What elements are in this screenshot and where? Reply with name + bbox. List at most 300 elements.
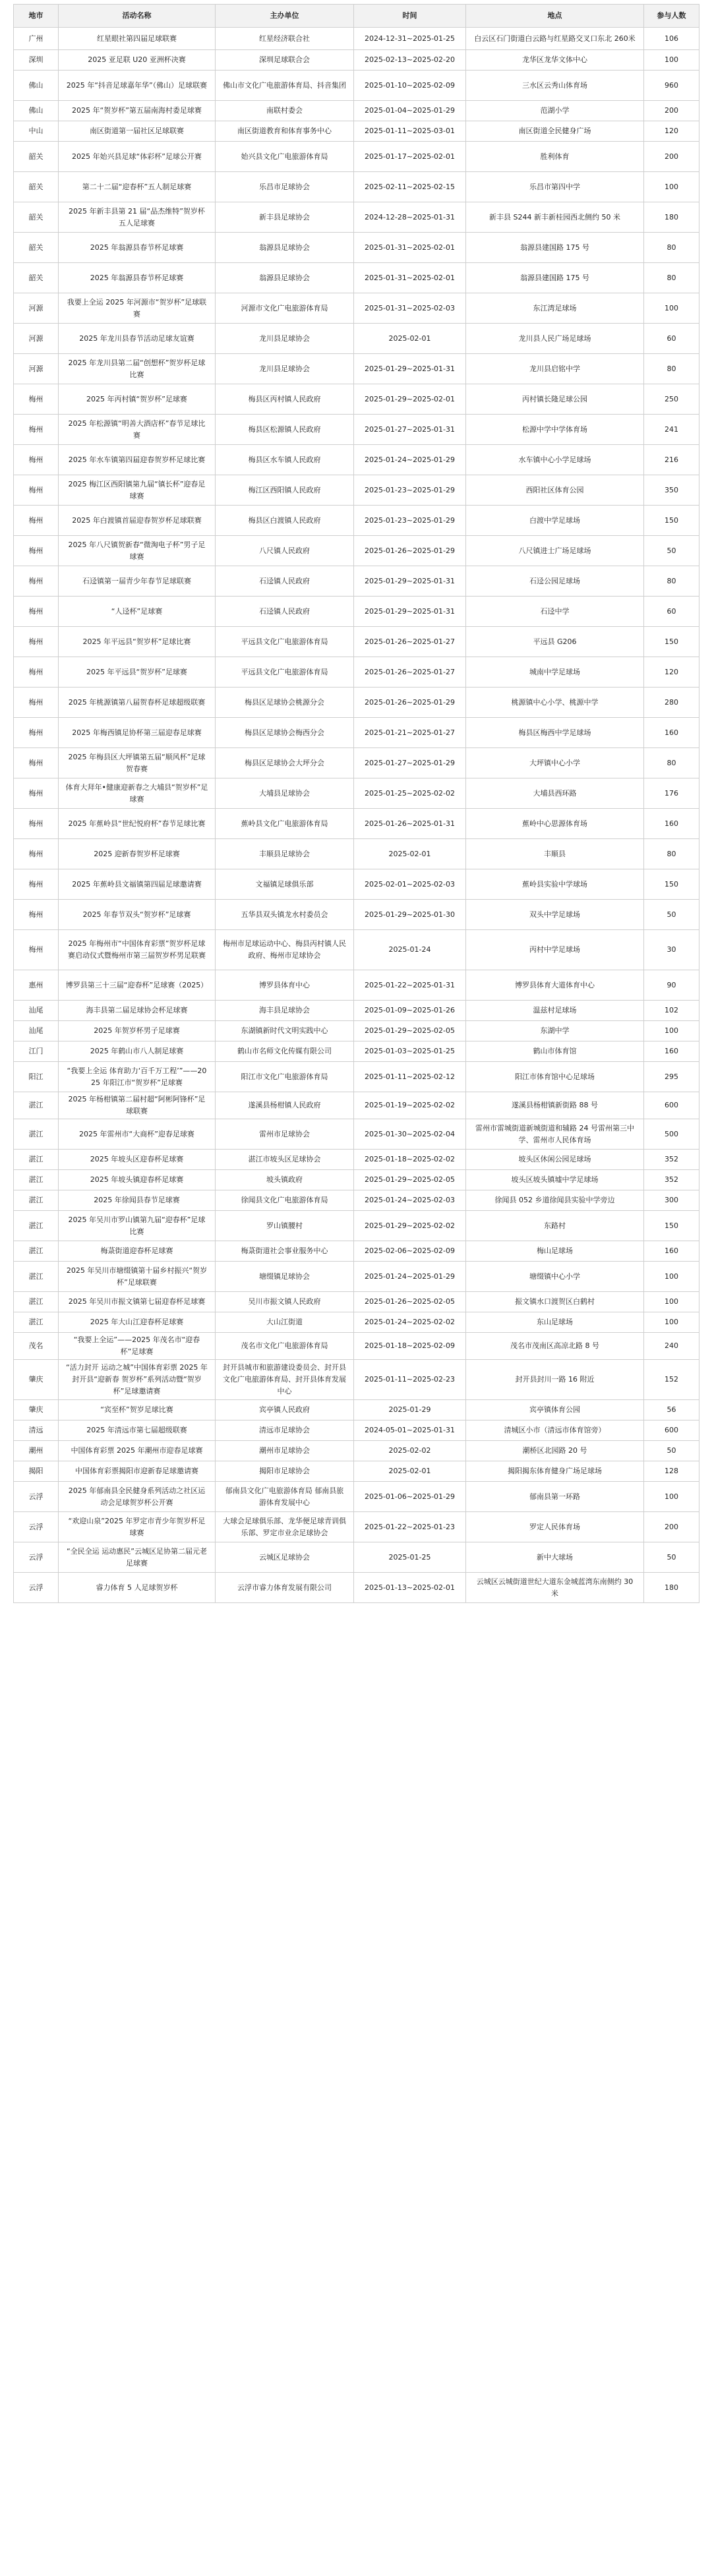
cell-time: 2025-02-01~2025-02-03 — [354, 869, 466, 900]
cell-time: 2025-01-29~2025-02-05 — [354, 1021, 466, 1041]
cell-location: 坡头区坡头镇墟中学足球场 — [466, 1170, 644, 1190]
cell-city: 韶关 — [14, 263, 59, 293]
table-row — [14, 354, 699, 384]
cell-time: 2025-02-11~2025-02-15 — [354, 172, 466, 202]
cell-city: 惠州 — [14, 970, 59, 1001]
cell-time: 2025-01-24~2025-02-02 — [354, 1312, 466, 1333]
cell-participants: 102 — [644, 1001, 699, 1021]
table-row — [14, 50, 699, 71]
cell-city: 梅州 — [14, 475, 59, 506]
cell-location: 宾亭镇体育公园 — [466, 1400, 644, 1420]
table-row — [14, 627, 699, 657]
cell-organizer: 大球会足球俱乐部、龙华便足球青训俱乐部、罗定市业余足球协会 — [216, 1512, 354, 1542]
cell-participants: 160 — [644, 718, 699, 748]
cell-participants: 295 — [644, 1062, 699, 1092]
cell-time: 2025-01-06~2025-01-29 — [354, 1482, 466, 1512]
table-row — [14, 1333, 699, 1360]
cell-location: 东江湾足球场 — [466, 293, 644, 324]
cell-time: 2025-01-19~2025-02-02 — [354, 1092, 466, 1119]
table-row — [14, 1001, 699, 1021]
cell-organizer: 云浮市睿力体育发展有限公司 — [216, 1573, 354, 1603]
cell-participants: 160 — [644, 1041, 699, 1062]
cell-time: 2025-01-31~2025-02-01 — [354, 263, 466, 293]
cell-participants: 600 — [644, 1092, 699, 1119]
cell-city: 揭阳 — [14, 1461, 59, 1482]
table-row — [14, 1441, 699, 1461]
cell-city: 广州 — [14, 28, 59, 50]
cell-city: 梅州 — [14, 627, 59, 657]
cell-city: 云浮 — [14, 1512, 59, 1542]
cell-location: 揭阳揭东体育健身广场足球场 — [466, 1461, 644, 1482]
cell-event-name: 2025 年“抖音足球嘉年华”（佛山）足球联赛 — [59, 71, 216, 101]
cell-participants: 100 — [644, 1312, 699, 1333]
cell-time: 2025-01-18~2025-02-02 — [354, 1150, 466, 1170]
cell-event-name: “欢迎山泉”2025 年罗定市青少年贺岁杯足球赛 — [59, 1512, 216, 1542]
cell-event-name: “全民全运 运动惠民”云城区足协第二届元老足球赛 — [59, 1542, 216, 1573]
cell-organizer: 揭阳市足球协会 — [216, 1461, 354, 1482]
table-row — [14, 1190, 699, 1211]
cell-event-name: 2025 年松源镇“明善大酒店杯”春节足球比赛 — [59, 415, 216, 445]
cell-location: 温兹村足球场 — [466, 1001, 644, 1021]
cell-participants: 960 — [644, 71, 699, 101]
cell-organizer: 阳江市文化广电旅游体育局 — [216, 1062, 354, 1092]
cell-organizer: 海丰县足球协会 — [216, 1001, 354, 1021]
cell-city: 湛江 — [14, 1119, 59, 1150]
cell-event-name: 2025 年水车镇第四届迎春贺岁杯足球比赛 — [59, 445, 216, 475]
cell-event-name: 2025 年春节双头“贺岁杯”足球赛 — [59, 900, 216, 930]
cell-event-name: 海丰县第二届足球协会杯足球赛 — [59, 1001, 216, 1021]
cell-city: 佛山 — [14, 71, 59, 101]
table-row — [14, 1482, 699, 1512]
cell-location: 南区街道全民健身广场 — [466, 121, 644, 142]
cell-location: 翁源县建国路 175 号 — [466, 263, 644, 293]
cell-organizer: 封开县城市和旅游建设委员会、封开县文化广电旅游体育局、封开县体育发展中心 — [216, 1360, 354, 1400]
cell-location: 西阳社区体育公园 — [466, 475, 644, 506]
table-row — [14, 1170, 699, 1190]
cell-event-name: “人迳杯”足球赛 — [59, 597, 216, 627]
table-row — [14, 1461, 699, 1482]
cell-event-name: “我要上全运 体育助力‘百千万工程’”——2025 年阳江市“贺岁杯”足球赛 — [59, 1062, 216, 1092]
cell-participants: 56 — [644, 1400, 699, 1420]
cell-location: 阳江市体育馆中心足球场 — [466, 1062, 644, 1092]
cell-city: 湛江 — [14, 1170, 59, 1190]
table-row — [14, 233, 699, 263]
table-row — [14, 1542, 699, 1573]
cell-time: 2025-02-01 — [354, 839, 466, 869]
cell-city: 阳江 — [14, 1062, 59, 1092]
cell-time: 2025-01-13~2025-02-01 — [354, 1573, 466, 1603]
cell-participants: 50 — [644, 1542, 699, 1573]
cell-event-name: 2025 年吴川市塘缀镇第十届乡村振兴“贺岁杯”足球联赛 — [59, 1262, 216, 1292]
table-row — [14, 778, 699, 809]
cell-time: 2025-01-23~2025-01-29 — [354, 506, 466, 536]
cell-city: 韶关 — [14, 202, 59, 233]
cell-organizer: 红星经济联合社 — [216, 28, 354, 50]
table-row — [14, 445, 699, 475]
cell-city: 梅州 — [14, 688, 59, 718]
cell-event-name: 2025 年新丰县第 21 届“品杰维特”贺岁杯五人足球赛 — [59, 202, 216, 233]
cell-event-name: 2025 年清远市第七届超级联赛 — [59, 1420, 216, 1441]
table-row — [14, 839, 699, 869]
cell-participants: 100 — [644, 293, 699, 324]
cell-city: 江门 — [14, 1041, 59, 1062]
cell-city: 中山 — [14, 121, 59, 142]
cell-participants: 60 — [644, 324, 699, 354]
cell-city: 韶关 — [14, 233, 59, 263]
cell-event-name: 石迳镇第一届青少年春节足球联赛 — [59, 566, 216, 597]
cell-organizer: 梅菉街道社会事业服务中心 — [216, 1241, 354, 1262]
cell-event-name: 南区街道第一届社区足球联赛 — [59, 121, 216, 142]
table-row — [14, 71, 699, 101]
cell-city: 梅州 — [14, 778, 59, 809]
cell-city: 梅州 — [14, 839, 59, 869]
table-row — [14, 869, 699, 900]
cell-organizer: 雷州市足球协会 — [216, 1119, 354, 1150]
cell-organizer: 东湖镇新时代文明实践中心 — [216, 1021, 354, 1041]
cell-city: 湛江 — [14, 1092, 59, 1119]
cell-city: 湛江 — [14, 1190, 59, 1211]
header-city: 地市 — [14, 5, 59, 28]
cell-time: 2025-01-03~2025-01-25 — [354, 1041, 466, 1062]
cell-city: 湛江 — [14, 1241, 59, 1262]
cell-participants: 128 — [644, 1461, 699, 1482]
cell-participants: 120 — [644, 657, 699, 688]
cell-city: 云浮 — [14, 1542, 59, 1573]
cell-location: 徐闻县 052 乡道徐闻县实验中学旁边 — [466, 1190, 644, 1211]
table-row — [14, 748, 699, 778]
cell-time: 2025-01-21~2025-01-27 — [354, 718, 466, 748]
cell-location: 城南中学足球场 — [466, 657, 644, 688]
cell-location: 白渡中学足球场 — [466, 506, 644, 536]
table-row — [14, 121, 699, 142]
cell-location: 龙华区龙华文体中心 — [466, 50, 644, 71]
cell-location: 雷州市雷城街道新城街道和辅路 24 号雷州第三中学、雷州市人民体育场 — [466, 1119, 644, 1150]
cell-time: 2025-01-24 — [354, 930, 466, 970]
cell-location: 石迳公园足球场 — [466, 566, 644, 597]
cell-event-name: 我要上全运 2025 年河源市“贺岁杯”足球联赛 — [59, 293, 216, 324]
cell-time: 2025-01-17~2025-02-01 — [354, 142, 466, 172]
cell-organizer: 梅县区水车镇人民政府 — [216, 445, 354, 475]
cell-location: 遂溪县杨柑镇新街路 88 号 — [466, 1092, 644, 1119]
cell-city: 肇庆 — [14, 1360, 59, 1400]
cell-city: 河源 — [14, 354, 59, 384]
cell-time: 2024-05-01~2025-01-31 — [354, 1420, 466, 1441]
cell-organizer: 南联村委会 — [216, 101, 354, 121]
cell-participants: 100 — [644, 1482, 699, 1512]
cell-location: 博罗县体育大道体育中心 — [466, 970, 644, 1001]
table-row — [14, 1062, 699, 1092]
cell-event-name: 2025 年贺岁杯男子足球赛 — [59, 1021, 216, 1041]
table-row — [14, 1021, 699, 1041]
cell-organizer: 梅县区松源镇人民政府 — [216, 415, 354, 445]
cell-participants: 150 — [644, 506, 699, 536]
cell-location: 鹤山市体育馆 — [466, 1041, 644, 1062]
cell-time: 2025-01-29~2025-01-31 — [354, 597, 466, 627]
cell-location: 平远县 G206 — [466, 627, 644, 657]
cell-location: 水车镇中心小学足球场 — [466, 445, 644, 475]
cell-event-name: 2025 年坡头区迎春杯足球赛 — [59, 1150, 216, 1170]
cell-city: 湛江 — [14, 1262, 59, 1292]
cell-participants: 350 — [644, 475, 699, 506]
cell-location: 罗定人民体育场 — [466, 1512, 644, 1542]
cell-location: 三水区云秀山体育场 — [466, 71, 644, 101]
cell-organizer: 罗山镇腰村 — [216, 1211, 354, 1241]
cell-event-name: 2025 年杨柑镇第二届村超“阿彬阿锋杯”足球联赛 — [59, 1092, 216, 1119]
cell-participants: 80 — [644, 233, 699, 263]
cell-organizer: 大山江街道 — [216, 1312, 354, 1333]
cell-time: 2025-01-29 — [354, 1400, 466, 1420]
cell-event-name: 2025 年龙川县春节活动足球友谊赛 — [59, 324, 216, 354]
cell-location: 桃源镇中心小学、桃源中学 — [466, 688, 644, 718]
cell-participants: 80 — [644, 839, 699, 869]
cell-location: 新丰县 S244 新丰新桂园西北侧约 50 米 — [466, 202, 644, 233]
cell-time: 2025-01-24~2025-01-29 — [354, 1262, 466, 1292]
cell-location: 松源中学中学体育场 — [466, 415, 644, 445]
cell-location: 丙村中学足球场 — [466, 930, 644, 970]
cell-time: 2025-01-22~2025-01-31 — [354, 970, 466, 1001]
cell-organizer: 梅县区白渡镇人民政府 — [216, 506, 354, 536]
cell-event-name: 2025 年吴川市罗山镇第九届“迎春杯”足球比赛 — [59, 1211, 216, 1241]
events-table — [13, 4, 699, 1603]
cell-participants: 300 — [644, 1190, 699, 1211]
cell-organizer: 始兴县文化广电旅游体育局 — [216, 142, 354, 172]
cell-participants: 80 — [644, 263, 699, 293]
cell-event-name: 2025 年平远县“贺岁杯”足球比赛 — [59, 627, 216, 657]
cell-city: 梅州 — [14, 597, 59, 627]
table-row — [14, 324, 699, 354]
cell-participants: 280 — [644, 688, 699, 718]
table-row — [14, 809, 699, 839]
cell-organizer: 坡头镇政府 — [216, 1170, 354, 1190]
cell-participants: 50 — [644, 900, 699, 930]
cell-event-name: 2025 年梅县区大坪镇第五届“顺风杯”足球贺春赛 — [59, 748, 216, 778]
cell-participants: 160 — [644, 1241, 699, 1262]
cell-organizer: 南区街道教育和体育事务中心 — [216, 121, 354, 142]
cell-participants: 200 — [644, 1512, 699, 1542]
cell-event-name: 2025 年蕉岭县文福镇第四届足球邀请赛 — [59, 869, 216, 900]
cell-city: 梅州 — [14, 536, 59, 566]
table-row — [14, 172, 699, 202]
cell-city: 梅州 — [14, 748, 59, 778]
cell-city: 韶关 — [14, 172, 59, 202]
cell-event-name: 2025 年龙川县第二届“创想杯”贺岁杯足球比赛 — [59, 354, 216, 384]
cell-event-name: 2025 年梅州市“中国体育彩票”贺岁杯足球赛启动仪式暨梅州市第三届贺岁杯男足联赛 — [59, 930, 216, 970]
cell-organizer: 文福镇足球俱乐部 — [216, 869, 354, 900]
cell-event-name: 2025 年坡头镇迎春杯足球赛 — [59, 1170, 216, 1190]
cell-organizer: 梅州市足球运动中心、梅县丙村镇人民政府、梅州市足球协会 — [216, 930, 354, 970]
cell-time: 2025-01-29~2025-01-31 — [354, 566, 466, 597]
cell-time: 2025-01-31~2025-02-03 — [354, 293, 466, 324]
cell-location: 大坪镇中心小学 — [466, 748, 644, 778]
cell-participants: 50 — [644, 1441, 699, 1461]
cell-time: 2025-01-23~2025-01-29 — [354, 475, 466, 506]
cell-time: 2025-01-24~2025-02-03 — [354, 1190, 466, 1211]
cell-event-name: “我要上全运”——2025 年茂名市“迎春杯”足球赛 — [59, 1333, 216, 1360]
table-row — [14, 1092, 699, 1119]
table-row — [14, 415, 699, 445]
cell-organizer: 遂溪县杨柑镇人民政府 — [216, 1092, 354, 1119]
cell-city: 湛江 — [14, 1211, 59, 1241]
cell-location: 丰顺县 — [466, 839, 644, 869]
cell-participants: 176 — [644, 778, 699, 809]
cell-organizer: 佛山市文化广电旅游体育局、抖音集团 — [216, 71, 354, 101]
cell-organizer: 吴川市振文镇人民政府 — [216, 1292, 354, 1312]
cell-organizer: 河源市文化广电旅游体育局 — [216, 293, 354, 324]
cell-organizer: 蕉岭县文化广电旅游体育局 — [216, 809, 354, 839]
cell-location: 梅县区梅西中学足球场 — [466, 718, 644, 748]
cell-time: 2025-01-29~2025-01-30 — [354, 900, 466, 930]
table-row — [14, 1312, 699, 1333]
table-row — [14, 1241, 699, 1262]
cell-location: 范湖小学 — [466, 101, 644, 121]
cell-location: 乐昌市第四中学 — [466, 172, 644, 202]
cell-event-name: 2025 年始兴县足球“体彩杯”足球公开赛 — [59, 142, 216, 172]
cell-location: 梅山足球场 — [466, 1241, 644, 1262]
table-row — [14, 202, 699, 233]
cell-location: 云城区云城街道世纪大道东金城蓝湾东南侧约 30 米 — [466, 1573, 644, 1603]
cell-organizer: 梅县区丙村镇人民政府 — [216, 384, 354, 415]
cell-event-name: 梅菉街道迎春杯足球赛 — [59, 1241, 216, 1262]
cell-location: 新中大球场 — [466, 1542, 644, 1573]
cell-city: 湛江 — [14, 1150, 59, 1170]
cell-organizer: 清远市足球协会 — [216, 1420, 354, 1441]
cell-participants: 100 — [644, 1021, 699, 1041]
cell-organizer: 郁南县文化广电旅游体育局 郁南县旅游体育发展中心 — [216, 1482, 354, 1512]
cell-time: 2025-01-26~2025-01-29 — [354, 536, 466, 566]
cell-participants: 352 — [644, 1170, 699, 1190]
cell-event-name: 2025 年平远县“贺岁杯”足球赛 — [59, 657, 216, 688]
cell-event-name: 2025 年雷州市“大商杯”迎春足球赛 — [59, 1119, 216, 1150]
cell-location: 封开县封川一路 16 附近 — [466, 1360, 644, 1400]
cell-location: 东山足球场 — [466, 1312, 644, 1333]
cell-participants: 352 — [644, 1150, 699, 1170]
cell-location: 蕉岭中心思源体育场 — [466, 809, 644, 839]
cell-event-name: 2025 年丙村镇“贺岁杯”足球赛 — [59, 384, 216, 415]
cell-participants: 50 — [644, 536, 699, 566]
cell-event-name: 2025 年郁南县全民健身系列活动之社区运动会足球贺岁杯公开赛 — [59, 1482, 216, 1512]
table-header-row — [14, 5, 699, 28]
table-row — [14, 1211, 699, 1241]
cell-participants: 100 — [644, 50, 699, 71]
table-row — [14, 384, 699, 415]
cell-event-name: 2025 年桃源镇第八届贺春杯足球超级联赛 — [59, 688, 216, 718]
cell-organizer: 鹤山市名师文化传媒有限公司 — [216, 1041, 354, 1062]
table-row — [14, 688, 699, 718]
cell-location: 郁南县第一环路 — [466, 1482, 644, 1512]
cell-participants: 80 — [644, 748, 699, 778]
cell-participants: 100 — [644, 172, 699, 202]
cell-time: 2025-02-02 — [354, 1441, 466, 1461]
cell-event-name: 博罗县第三十三届“迎春杯”足球赛（2025） — [59, 970, 216, 1001]
cell-time: 2025-02-01 — [354, 1461, 466, 1482]
cell-time: 2025-02-13~2025-02-20 — [354, 50, 466, 71]
cell-organizer: 平远县文化广电旅游体育局 — [216, 657, 354, 688]
cell-city: 肇庆 — [14, 1400, 59, 1420]
cell-time: 2025-01-26~2025-01-27 — [354, 657, 466, 688]
cell-location: 东湖中学 — [466, 1021, 644, 1041]
cell-location: 龙川县启铭中学 — [466, 354, 644, 384]
cell-location: 东路村 — [466, 1211, 644, 1241]
header-event-name: 活动名称 — [59, 5, 216, 28]
cell-city: 云浮 — [14, 1482, 59, 1512]
cell-time: 2025-01-26~2025-01-27 — [354, 627, 466, 657]
cell-participants: 150 — [644, 1211, 699, 1241]
cell-time: 2025-01-26~2025-01-31 — [354, 809, 466, 839]
cell-time: 2025-01-11~2025-03-01 — [354, 121, 466, 142]
cell-city: 梅州 — [14, 384, 59, 415]
table-row — [14, 101, 699, 121]
cell-city: 汕尾 — [14, 1001, 59, 1021]
cell-event-name: 2025 年蕉岭县“世纪悦府杯”春节足球比赛 — [59, 809, 216, 839]
cell-organizer: 潮州市足球协会 — [216, 1441, 354, 1461]
cell-event-name: 第二十二届“迎春杯”五人制足球赛 — [59, 172, 216, 202]
table-row — [14, 1400, 699, 1420]
cell-event-name: 2025 年徐闻县春节足球赛 — [59, 1190, 216, 1211]
cell-location: 龙川县人民广场足球场 — [466, 324, 644, 354]
cell-time: 2025-01-18~2025-02-09 — [354, 1333, 466, 1360]
table-row — [14, 1041, 699, 1062]
cell-participants: 240 — [644, 1333, 699, 1360]
cell-location: 潮桥区北园路 20 号 — [466, 1441, 644, 1461]
table-row — [14, 657, 699, 688]
cell-location: 蕉岭县实验中学球场 — [466, 869, 644, 900]
cell-participants: 80 — [644, 566, 699, 597]
cell-location: 双头中学足球场 — [466, 900, 644, 930]
cell-participants: 180 — [644, 1573, 699, 1603]
table-row — [14, 597, 699, 627]
cell-participants: 100 — [644, 1262, 699, 1292]
table-row — [14, 970, 699, 1001]
cell-organizer: 乐昌市足球协会 — [216, 172, 354, 202]
cell-organizer: 石迳镇人民政府 — [216, 566, 354, 597]
cell-participants: 216 — [644, 445, 699, 475]
cell-city: 梅州 — [14, 506, 59, 536]
cell-organizer: 平远县文化广电旅游体育局 — [216, 627, 354, 657]
cell-time: 2025-01-31~2025-02-01 — [354, 233, 466, 263]
cell-city: 梅州 — [14, 566, 59, 597]
cell-event-name: 中国体育彩票 2025 年潮州市迎春足球赛 — [59, 1441, 216, 1461]
cell-organizer: 新丰县足球协会 — [216, 202, 354, 233]
cell-event-name: 2025 年梅西镇足协杯第三届迎春足球赛 — [59, 718, 216, 748]
cell-location: 八尺镇进士广场足球场 — [466, 536, 644, 566]
cell-time: 2025-01-26~2025-02-05 — [354, 1292, 466, 1312]
cell-time: 2024-12-28~2025-01-31 — [354, 202, 466, 233]
cell-organizer: 五华县双头镇龙水村委员会 — [216, 900, 354, 930]
cell-city: 梅州 — [14, 930, 59, 970]
table-row — [14, 475, 699, 506]
cell-location: 胜利体育 — [466, 142, 644, 172]
cell-organizer: 梅县区足球协会梅西分会 — [216, 718, 354, 748]
cell-time: 2025-01-11~2025-02-23 — [354, 1360, 466, 1400]
cell-time: 2025-01-27~2025-01-29 — [354, 748, 466, 778]
cell-participants: 500 — [644, 1119, 699, 1150]
cell-organizer: 梅县区足球协会大坪分会 — [216, 748, 354, 778]
table-row — [14, 930, 699, 970]
table-row — [14, 1150, 699, 1170]
table-row — [14, 1512, 699, 1542]
cell-organizer: 石迳镇人民政府 — [216, 597, 354, 627]
cell-city: 湛江 — [14, 1312, 59, 1333]
cell-time: 2025-01-22~2025-01-23 — [354, 1512, 466, 1542]
table-row — [14, 536, 699, 566]
cell-participants: 30 — [644, 930, 699, 970]
table-row — [14, 506, 699, 536]
cell-event-name: 体育大拜年•健康迎新春之大埔县“贺岁杯”足球赛 — [59, 778, 216, 809]
cell-event-name: 2025 亚足联 U20 亚洲杯决赛 — [59, 50, 216, 71]
cell-location: 丙村镇长隆足球公园 — [466, 384, 644, 415]
header-time: 时间 — [354, 5, 466, 28]
cell-organizer: 茂名市文化广电旅游体育局 — [216, 1333, 354, 1360]
